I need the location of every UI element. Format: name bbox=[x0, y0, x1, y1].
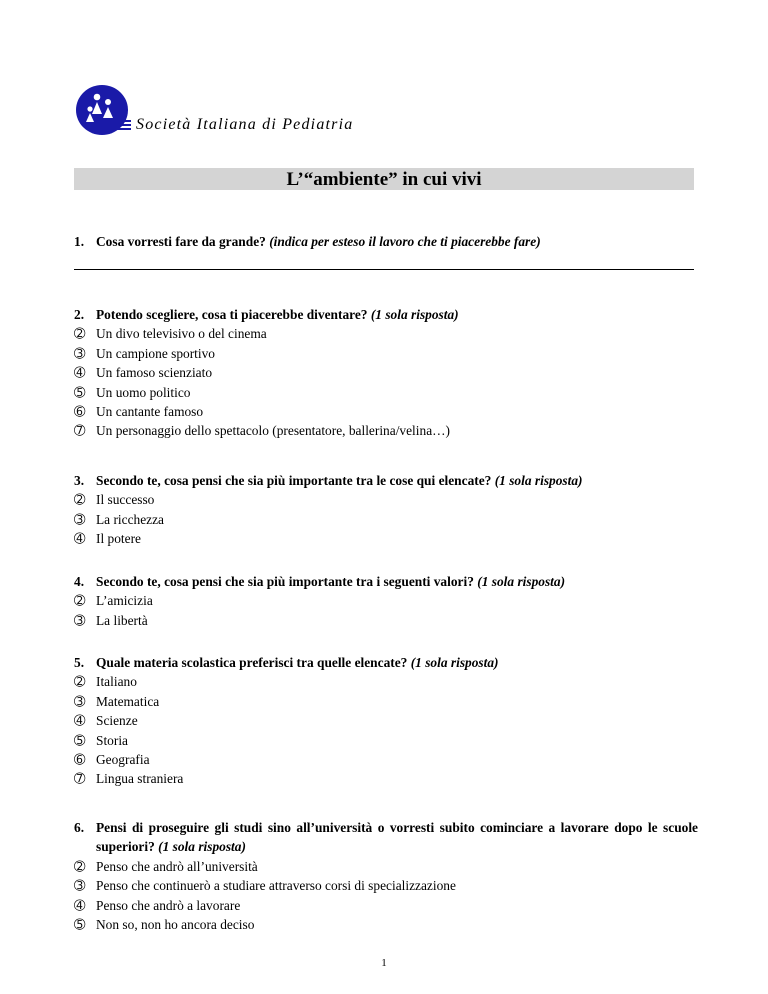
question-5 bbox=[74, 653, 698, 789]
answer-option[interactable] bbox=[74, 876, 698, 895]
question-text: Secondo te, cosa pensi che sia più importante tra le cose qui elencate? bbox=[96, 473, 492, 488]
page-number: 1 bbox=[381, 957, 387, 969]
option-label: Storia bbox=[96, 732, 128, 748]
answer-option[interactable] bbox=[74, 529, 698, 548]
option-label: Scienze bbox=[96, 713, 138, 729]
option-label: Geografia bbox=[96, 752, 150, 768]
answer-option[interactable] bbox=[74, 324, 698, 343]
option-marker[interactable]: ➃ bbox=[74, 713, 86, 729]
option-label: L’amicizia bbox=[96, 593, 153, 609]
option-label: La ricchezza bbox=[96, 511, 165, 527]
option-label: Un famoso scienziato bbox=[96, 365, 213, 381]
answer-option[interactable] bbox=[74, 769, 698, 788]
option-marker[interactable]: ➁ bbox=[74, 492, 86, 508]
question-text: Secondo te, cosa pensi che sia più importante tra i seguenti valori? bbox=[96, 574, 474, 589]
answer-option[interactable] bbox=[74, 896, 698, 915]
question-text: Quale materia scolastica preferisci tra quelle elencate? bbox=[96, 655, 408, 670]
answer-option[interactable] bbox=[74, 363, 698, 382]
question-note: (indica per esteso il lavoro che ti piacerebbe fare) bbox=[269, 234, 541, 249]
option-marker[interactable]: ➃ bbox=[74, 531, 86, 547]
option-marker[interactable]: ➄ bbox=[74, 732, 86, 748]
option-label: Penso che andrò a lavorare bbox=[96, 897, 241, 913]
option-label: Lingua straniera bbox=[96, 771, 184, 787]
option-label: Il potere bbox=[96, 531, 141, 547]
question-text: Cosa vorresti fare da grande? bbox=[96, 234, 266, 249]
answer-option[interactable] bbox=[74, 731, 698, 750]
option-marker[interactable]: ➂ bbox=[74, 511, 86, 527]
option-label: Un uomo politico bbox=[96, 384, 191, 400]
option-label: Italiano bbox=[96, 674, 137, 690]
option-marker[interactable]: ➁ bbox=[74, 858, 86, 874]
option-label: Un campione sportivo bbox=[96, 345, 216, 361]
option-marker[interactable]: ➂ bbox=[74, 693, 86, 709]
question-2 bbox=[74, 305, 698, 441]
question-note: (1 sola risposta) bbox=[370, 307, 459, 322]
question-number: 6. bbox=[74, 820, 85, 835]
question-note: (1 sola risposta) bbox=[158, 839, 246, 855]
question-3 bbox=[74, 471, 698, 549]
option-marker[interactable]: ➁ bbox=[74, 674, 86, 690]
answer-option[interactable] bbox=[74, 915, 698, 934]
option-label: Matematica bbox=[96, 693, 160, 709]
option-label: Non so, non ho ancora deciso bbox=[96, 917, 255, 933]
option-marker[interactable]: ➅ bbox=[74, 752, 86, 768]
answer-option[interactable] bbox=[74, 402, 698, 421]
option-marker[interactable]: ➄ bbox=[74, 384, 86, 400]
answer-option[interactable] bbox=[74, 510, 698, 529]
option-marker[interactable]: ➅ bbox=[74, 404, 86, 420]
option-label: Il successo bbox=[96, 492, 155, 508]
option-marker[interactable]: ➃ bbox=[74, 897, 86, 913]
question-number: 1. bbox=[74, 234, 85, 249]
question-text: Pensi di proseguire gli studi sino all’università o vorresti subito cominciare a lavorare dopo le scuole superiori? bbox=[96, 820, 698, 855]
answer-option[interactable] bbox=[74, 344, 698, 363]
answer-option[interactable] bbox=[74, 692, 698, 711]
answer-option[interactable] bbox=[74, 611, 698, 630]
page-title: L’“ambiente” in cui vivi bbox=[74, 168, 694, 190]
question-note: (1 sola risposta) bbox=[494, 473, 583, 488]
question-1 bbox=[74, 232, 698, 251]
question-note: (1 sola risposta) bbox=[477, 574, 566, 589]
brand-name: Società Italiana di Pediatria bbox=[136, 116, 354, 133]
question-note: (1 sola risposta) bbox=[410, 655, 499, 670]
question-text: Potendo scegliere, cosa ti piacerebbe diventare? bbox=[96, 307, 368, 322]
answer-option[interactable] bbox=[74, 857, 698, 876]
question-number: 3. bbox=[74, 473, 85, 488]
option-label: Un divo televisivo o del cinema bbox=[96, 326, 267, 342]
answer-line[interactable] bbox=[74, 269, 694, 270]
answer-option[interactable] bbox=[74, 490, 698, 509]
answer-option[interactable] bbox=[74, 383, 698, 402]
option-marker[interactable]: ➃ bbox=[74, 365, 86, 381]
option-marker[interactable]: ➂ bbox=[74, 345, 86, 361]
option-label: Penso che andrò all’università bbox=[96, 858, 258, 874]
option-marker[interactable]: ➁ bbox=[74, 326, 86, 342]
question-6 bbox=[74, 818, 698, 934]
answer-option[interactable] bbox=[74, 591, 698, 610]
sip-logo bbox=[75, 84, 133, 136]
option-label: Un personaggio dello spettacolo (presentatore, ballerina/velina…) bbox=[96, 423, 450, 439]
option-marker[interactable]: ➁ bbox=[74, 593, 86, 609]
answer-option[interactable] bbox=[74, 421, 698, 440]
option-marker[interactable]: ➂ bbox=[74, 612, 86, 628]
option-label: Un cantante famoso bbox=[96, 404, 204, 420]
option-marker[interactable]: ➆ bbox=[74, 771, 86, 787]
answer-option[interactable] bbox=[74, 672, 698, 691]
question-4 bbox=[74, 572, 698, 630]
question-number: 2. bbox=[74, 307, 85, 322]
question-number: 5. bbox=[74, 655, 85, 670]
option-marker[interactable]: ➄ bbox=[74, 917, 86, 933]
answer-option[interactable] bbox=[74, 750, 698, 769]
answer-option[interactable] bbox=[74, 711, 698, 730]
option-marker[interactable]: ➆ bbox=[74, 423, 86, 439]
question-number: 4. bbox=[74, 574, 85, 589]
option-label: La libertà bbox=[96, 612, 148, 628]
option-label: Penso che continuerò a studiare attraverso corsi di specializzazione bbox=[96, 878, 456, 894]
option-marker[interactable]: ➂ bbox=[74, 878, 86, 894]
